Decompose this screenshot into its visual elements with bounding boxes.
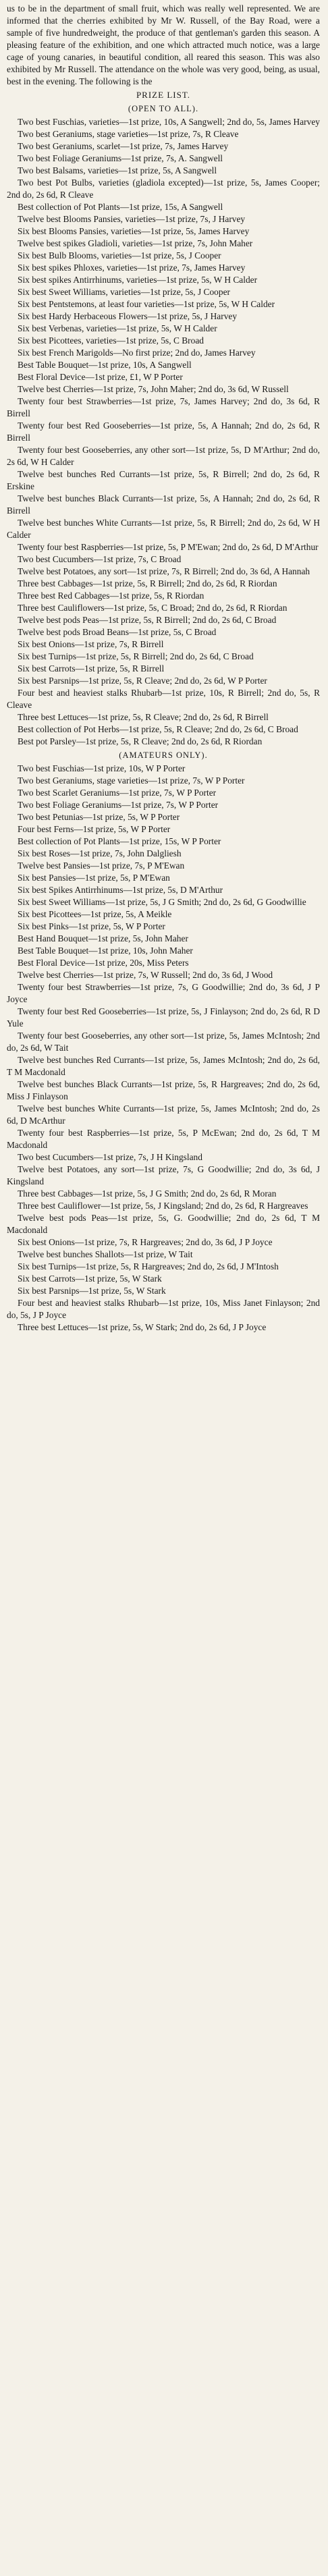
intro-paragraph-block <box>7 3 320 88</box>
prize-entry: Six best spikes Antirrhinums, varieties—1st prize, 5s, W H Calder <box>18 275 258 285</box>
prize-entry: Six best spikes Phloxes, varieties—1st prize, 7s, James Harvey <box>18 263 246 273</box>
prize-entry: Two best Geraniums, stage varieties—1st prize, 7s, W P Porter <box>18 775 245 786</box>
prize-entry: Six best Hardy Herbaceous Flowers—1st prize, 5s, J Harvey <box>18 311 238 321</box>
prize-entry: Two best Cucumbers—1st prize, 7s, C Broad <box>18 554 182 564</box>
prize-entry: Twenty four best Raspberries—1st prize, 5s, P M'Ewan; 2nd do, 2s 6d, D M'Arthur <box>18 542 319 552</box>
prize-entry: Six best Onions—1st prize, 7s, R Hargreaves; 2nd do, 3s 6d, J P Joyce <box>18 1237 273 1247</box>
amateurs-only-heading: (AMATEURS ONLY). <box>119 750 208 760</box>
prize-entry: Two best Fuschias, varieties—1st prize, 10s, A Sangwell; 2nd do, 5s, James Harvey <box>18 117 320 127</box>
prize-entry: Twenty four best Raspberries—1st prize, 5s, P McEwan; 2nd do, 2s 6d, T M Macdonald <box>7 1128 320 1150</box>
prize-entry: Four best and heaviest stalks Rhubarb—1st prize, 10s, R Birrell; 2nd do, 5s, R Cleave <box>7 688 320 710</box>
prize-entry: Twelve best bunches Shallots—1st prize, W Tait <box>18 1249 193 1259</box>
prize-entry: Twelve best bunches Black Currants—1st prize, 5s, R Hargreaves; 2nd do, 2s 6d, Miss J Finlayson <box>7 1079 320 1101</box>
prize-entry: Six best Sweet Williams—1st prize, 5s, J G Smith; 2nd do, 2s 6d, G Goodwillie <box>18 897 306 907</box>
prize-entry: Twelve best Blooms Pansies, varieties—1st prize, 7s, J Harvey <box>18 214 246 224</box>
prize-entry: Twelve best Cherries—1st prize, 7s, W Russell; 2nd do, 3s 6d, J Wood <box>18 970 273 980</box>
prize-entry: Twelve best bunches White Currants—1st prize, 5s, James McIntosh; 2nd do, 2s 6d, D McArthur <box>7 1103 320 1126</box>
prize-entry: Four best Ferns—1st prize, 5s, W P Porter <box>18 824 171 834</box>
prize-entry: Best pot Parsley—1st prize, 5s, R Cleave; 2nd do, 2s 6d, R Riordan <box>18 736 263 746</box>
prize-entry: Twelve best Cherries—1st prize, 7s, John Maher; 2nd do, 3s 6d, W Russell <box>18 384 289 394</box>
prize-entry: Two best Cucumbers—1st prize, 7s, J H Kingsland <box>18 1152 202 1162</box>
prize-entry: Twelve best spikes Gladioli, varieties—1st prize, 7s, John Maher <box>18 238 253 248</box>
prize-entry: Twelve best Pansies—1st prize, 7s, P M'Ewan <box>18 860 185 871</box>
prize-entry: Six best Verbenas, varieties—1st prize, 5s, W H Calder <box>18 323 217 333</box>
prize-entry: Best collection of Pot Plants—1st prize, 15s, W P Porter <box>18 836 221 846</box>
prize-entry: Twenty four best Red Gooseberries—1st prize, 5s, A Hannah; 2nd do, 2s 6d, R Birrell <box>7 420 320 443</box>
amateur-prize-list <box>7 763 320 1334</box>
prize-entry: Six best Turnips—1st prize, 5s, R Hargreaves; 2nd do, 2s 6d, J M'Intosh <box>18 1261 279 1271</box>
prize-entry: Twelve best bunches Red Currants—1st prize, 5s, R Birrell; 2nd do, 2s 6d, R Erskine <box>7 469 320 491</box>
prize-entry: Six best French Marigolds—No first prize; 2nd do, James Harvey <box>18 348 256 358</box>
prize-entry: Twelve best Potatoes, any sort—1st prize, 7s, R Birrell; 2nd do, 3s 6d, A Hannah <box>18 566 310 576</box>
prize-entry: Six best Spikes Antirrhinums—1st prize, 5s, D M'Arthur <box>18 885 223 895</box>
prize-entry: Best collection of Pot Plants—1st prize, 15s, A Sangwell <box>18 202 223 212</box>
prize-entry: Two best Foliage Geraniums—1st prize, 7s, A. Sangwell <box>18 153 223 163</box>
prize-entry: Twelve best bunches Red Currants—1st prize, 5s, James McIntosh; 2nd do, 2s 6d, T M Macdonald <box>7 1055 320 1077</box>
intro-paragraph: us to be in the department of small fruit, which was really well represented. We are informed that the cherries exhibited by Mr W. Russell, of the Bay Road, were a sample of five hundredweight, the produce of that gentleman's garden this season. A pleasing feature of the exhibition, and one which attracted much notice, was a large cage of young canaries, in beautiful condition, all reared this season. This was also exhibited by Mr Russell. The attendance on the whole was very good, being, as usual, best in the evening. The following is the <box>7 3 320 86</box>
prize-entry: Two best Geraniums, scarlet—1st prize, 7s, James Harvey <box>18 141 229 151</box>
prize-entry: Six best Picottees, varieties—1st prize, 5s, C Broad <box>18 335 204 346</box>
prize-entry: Six best Onions—1st prize, 7s, R Birrell <box>18 639 164 649</box>
prize-entry: Six best Picottees—1st prize, 5s, A Meikle <box>18 909 172 919</box>
prize-entry: Two best Balsams, varieties—1st prize, 5s, A Sangwell <box>18 165 217 175</box>
prize-entry: Twelve best Potatoes, any sort—1st prize, 7s, G Goodwillie; 2nd do, 3s 6d, J Kingsland <box>7 1164 320 1186</box>
prize-entry: Twelve best pods Peas—1st prize, 5s, G. Goodwillie; 2nd do, 2s 6d, T M Macdonald <box>7 1213 320 1235</box>
prize-entry: Six best Parsnips—1st prize, 5s, W Stark <box>18 1286 166 1296</box>
prize-entry: Best Table Bouquet—1st prize, 10s, John Maher <box>18 946 193 956</box>
prize-entry: Three best Lettuces—1st prize, 5s, R Cleave; 2nd do, 2s 6d, R Birrell <box>18 712 269 722</box>
prize-entry: Six best Pinks—1st prize, 5s, W P Porter <box>18 921 165 931</box>
prize-entry: Six best Parsnips—1st prize, 5s, R Cleave; 2nd do, 2s 6d, W P Porter <box>18 676 267 686</box>
prize-entry: Two best Petunias—1st prize, 5s, W P Porter <box>18 812 180 822</box>
prize-entry: Two best Scarlet Geraniums—1st prize, 7s, W P Porter <box>18 788 217 798</box>
prize-entry: Six best Turnips—1st prize, 5s, R Birrell; 2nd do, 2s 6d, C Broad <box>18 651 254 661</box>
prize-entry: Six best Carrots—1st prize, 5s, W Stark <box>18 1273 162 1284</box>
prize-entry: Three best Red Cabbages—1st prize, 5s, R Riordan <box>18 591 204 601</box>
prize-entry: Six best Bulb Blooms, varieties—1st prize, 5s, J Cooper <box>18 250 221 261</box>
prize-entry: Two best Fuschias—1st prize, 10s, W P Porter <box>18 763 186 773</box>
open-prize-list <box>7 116 320 748</box>
prize-entry: Six best Pansies—1st prize, 5s, P M'Ewan <box>18 873 170 883</box>
prize-entry: Twenty four best Gooseberries, any other sort—1st prize, 5s, James McIntosh; 2nd do, 2s 6d, W Tait <box>7 1031 320 1053</box>
prize-entry: Two best Pot Bulbs, varieties (gladiola excepted)—1st prize, 5s, James Cooper; 2nd do, 2s 6d, R Cleave <box>7 177 320 200</box>
prize-entry: Six best Pentstemons, at least four varieties—1st prize, 5s, W H Calder <box>18 299 275 309</box>
prize-entry: Twelve best bunches Black Currants—1st prize, 5s, A Hannah; 2nd do, 2s 6d, R Birrell <box>7 493 320 516</box>
prize-entry: Twenty four best Red Gooseberries—1st prize, 5s, J Finlayson; 2nd do, 2s 6d, R D Yule <box>7 1006 320 1029</box>
prize-entry: Twelve best pods Broad Beans—1st prize, 5s, C Broad <box>18 627 217 637</box>
prize-entry: Best Hand Bouquet—1st prize, 5s, John Maher <box>18 933 188 943</box>
prize-entry: Six best Roses—1st prize, 7s, John Dalgliesh <box>18 848 182 858</box>
prize-entry: Six best Blooms Pansies, varieties—1st prize, 5s, James Harvey <box>18 226 250 236</box>
prize-entry: Best collection of Pot Herbs—1st prize, 5s, R Cleave; 2nd do, 2s 6d, C Broad <box>18 724 298 734</box>
prize-entry: Best Floral Device—1st prize, £1, W P Porter <box>18 372 183 382</box>
prize-entry: Three best Cauliflowers—1st prize, 5s, C Broad; 2nd do, 2s 6d, R Riordan <box>18 603 288 613</box>
prize-entry: Four best and heaviest stalks Rhubarb—1st prize, 10s, Miss Janet Finlayson; 2nd do, 5s, J P Joyce <box>7 1298 320 1320</box>
prize-entry: Three best Lettuces—1st prize, 5s, W Stark; 2nd do, 2s 6d, J P Joyce <box>18 1322 267 1332</box>
prize-entry: Three best Cabbages—1st prize, 5s, J G Smith; 2nd do, 2s 6d, R Moran <box>18 1188 277 1199</box>
prize-entry: Best Table Bouquet—1st prize, 10s, A Sangwell <box>18 360 192 370</box>
prize-entry: Three best Cabbages—1st prize, 5s, R Birrell; 2nd do, 2s 6d, R Riordan <box>18 578 277 588</box>
prize-entry: Six best Sweet Williams, varieties—1st prize, 5s, J Cooper <box>18 287 230 297</box>
prize-entry: Two best Foliage Geraniums—1st prize, 7s, W P Porter <box>18 800 219 810</box>
prize-entry: Twenty four best Strawberries—1st prize, 7s, James Harvey; 2nd do, 3s 6d, R Birrell <box>7 396 320 418</box>
prize-entry: Twelve best pods Peas—1st prize, 5s, R Birrell; 2nd do, 2s 6d, C Broad <box>18 615 277 625</box>
open-to-all-heading: (OPEN TO ALL). <box>128 104 199 113</box>
prize-entry: Twelve best bunches White Currants—1st prize, 5s, R Birrell; 2nd do, 2s 6d, W H Calder <box>7 518 320 540</box>
prize-entry: Twenty four best Strawberries—1st prize, 7s, G Goodwillie; 2nd do, 3s 6d, J P Joyce <box>7 982 320 1004</box>
prize-entry: Six best Carrots—1st prize, 5s, R Birrell <box>18 663 165 674</box>
prize-entry: Best Floral Device—1st prize, 20s, Miss Peters <box>18 958 189 968</box>
prize-entry: Two best Geraniums, stage varieties—1st prize, 7s, R Cleave <box>18 129 239 139</box>
prize-entry: Twenty four best Gooseberries, any other sort—1st prize, 5s, D M'Arthur; 2nd do, 2s 6d, W H Calder <box>7 445 320 467</box>
prize-list-heading: PRIZE LIST. <box>136 90 191 100</box>
prize-entry: Three best Cauliflower—1st prize, 5s, J Kingsland; 2nd do, 2s 6d, R Hargreaves <box>18 1201 308 1211</box>
